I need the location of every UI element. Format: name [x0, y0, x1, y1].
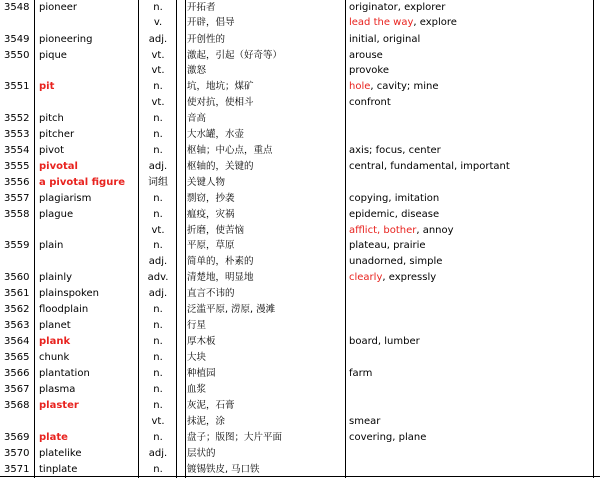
english-synonyms: [349, 350, 599, 366]
synonym-highlighted: lead the way: [349, 16, 414, 28]
english-synonyms: [349, 13, 599, 32]
table-row: [0, 430, 600, 446]
part-of-speech: vt.: [151, 49, 165, 61]
part-of-speech: n.: [153, 464, 163, 475]
headword: plainly: [39, 272, 73, 283]
part-of-speech: n.: [153, 81, 163, 92]
synonym-text: plateau, prairie: [349, 240, 426, 251]
english-synonyms: [349, 270, 599, 286]
entry-number: 3563: [4, 320, 30, 331]
headword: plate: [39, 432, 68, 443]
english-synonyms: [349, 318, 599, 334]
english-synonyms: [349, 175, 599, 191]
english-synonyms: [349, 366, 599, 382]
english-synonyms: [349, 238, 599, 254]
table-row: [0, 318, 600, 334]
part-of-speech: n.: [153, 129, 163, 140]
headword: [39, 254, 139, 270]
table-row: [0, 48, 600, 63]
english-synonyms: [349, 430, 599, 446]
table-row: [0, 191, 600, 207]
headword: planet: [39, 320, 71, 331]
synonym-text: originator, explorer: [349, 2, 446, 13]
entry-number: 3558: [4, 209, 30, 220]
english-synonyms: [349, 191, 599, 207]
headword: platelike: [39, 448, 82, 459]
chinese-definition: 泛滥平原, 涝原, 漫滩: [187, 304, 276, 316]
table-row: [0, 127, 600, 143]
entry-number: 3560: [4, 272, 30, 283]
part-of-speech: vt.: [151, 65, 165, 76]
entry-number: 3557: [4, 193, 30, 204]
headword: pitch: [39, 113, 64, 124]
entry-number: 3565: [4, 352, 30, 363]
chinese-definition: 层状的: [187, 448, 216, 460]
english-synonyms: [349, 286, 599, 302]
column-divider: [345, 0, 346, 478]
column-divider: [176, 0, 177, 478]
entry-number: 3549: [4, 34, 30, 45]
chinese-definition: 镀锡铁皮, 马口铁: [187, 464, 260, 476]
english-synonyms: [349, 223, 599, 238]
headword: plain: [39, 240, 64, 251]
headword: pivotal: [39, 161, 78, 172]
synonym-text: covering, plane: [349, 432, 427, 443]
chinese-definition: 激怒: [187, 65, 207, 77]
table-row: [0, 382, 600, 398]
table-bottom-border: [0, 476, 600, 477]
entry-number: 3559: [4, 240, 30, 251]
table-row: [0, 207, 600, 223]
entry-number: 3562: [4, 304, 30, 315]
part-of-speech: n.: [153, 2, 163, 13]
english-synonyms: [349, 382, 599, 398]
synonym-text: , annoy: [416, 224, 454, 236]
chinese-definition: 种植园: [187, 368, 216, 380]
chinese-definition: 平原，草原: [187, 240, 235, 252]
part-of-speech: adv.: [147, 272, 169, 283]
part-of-speech: n.: [153, 209, 163, 220]
part-of-speech: adj.: [148, 34, 168, 45]
chinese-definition: 开创性的: [187, 34, 226, 46]
headword: pique: [39, 49, 67, 61]
part-of-speech: adj.: [148, 256, 168, 267]
table-row: [0, 446, 600, 462]
part-of-speech: n.: [153, 352, 163, 363]
chinese-definition: 关键人物: [187, 177, 226, 189]
english-synonyms: [349, 446, 599, 462]
table-row: [0, 143, 600, 159]
part-of-speech: 词组: [148, 177, 168, 188]
headword: [39, 95, 139, 111]
chinese-definition: 开拓者: [187, 2, 216, 13]
part-of-speech: n.: [153, 320, 163, 331]
table-row: [0, 63, 600, 79]
headword: floodplain: [39, 304, 89, 315]
table-row: [0, 238, 600, 254]
chinese-definition: 清楚地，明显地: [187, 272, 254, 284]
chinese-definition: 瘟疫，灾祸: [187, 209, 235, 221]
table-row: [0, 95, 600, 111]
english-synonyms: [349, 334, 599, 350]
synonym-text: initial, original: [349, 34, 421, 45]
synonym-text: arouse: [349, 49, 383, 61]
english-synonyms: [349, 127, 599, 143]
chinese-definition: 厚木板: [187, 336, 216, 348]
synonym-text: farm: [349, 368, 373, 379]
english-synonyms: [349, 79, 599, 95]
chinese-definition: 大水罐，水壶: [187, 129, 245, 141]
headword: pitcher: [39, 129, 75, 140]
chinese-definition: 大块: [187, 352, 207, 364]
chinese-definition: 直言不讳的: [187, 288, 235, 300]
english-synonyms: [349, 32, 599, 48]
headword: pit: [39, 81, 55, 92]
entry-number: 3571: [4, 464, 30, 475]
table-row: [0, 302, 600, 318]
column-divider: [593, 0, 594, 478]
table-row: [0, 175, 600, 191]
column-divider: [138, 0, 139, 478]
english-synonyms: [349, 302, 599, 318]
english-synonyms: [349, 143, 599, 159]
entry-number: 3566: [4, 368, 30, 379]
synonym-text: smear: [349, 416, 381, 427]
table-row: [0, 2, 600, 13]
english-synonyms: [349, 48, 599, 63]
synonym-text: , cavity; mine: [370, 81, 439, 92]
synonym-highlighted: afflict, bother: [349, 224, 417, 236]
table-row: [0, 159, 600, 175]
headword: plague: [39, 209, 74, 220]
part-of-speech: adj.: [148, 288, 168, 299]
entry-number: [4, 95, 34, 111]
synonym-text: axis; focus, center: [349, 145, 441, 156]
entry-number: 3570: [4, 448, 30, 459]
entry-number: 3552: [4, 113, 30, 124]
headword: a pivotal figure: [39, 177, 126, 188]
chinese-definition: 使对抗，使相斗: [187, 97, 254, 109]
part-of-speech: n.: [153, 400, 163, 411]
table-row: [0, 334, 600, 350]
synonym-text: copying, imitation: [349, 193, 440, 204]
entry-number: 3569: [4, 432, 30, 443]
synonym-text: unadorned, simple: [349, 256, 443, 267]
english-synonyms: [349, 2, 599, 13]
table-row: [0, 414, 600, 430]
entry-number: 3567: [4, 384, 30, 395]
part-of-speech: n.: [153, 113, 163, 124]
chinese-definition: 剽窃，抄袭: [187, 193, 235, 205]
part-of-speech: n.: [153, 193, 163, 204]
english-synonyms: [349, 159, 599, 175]
chinese-definition: 抹泥，涂: [187, 416, 226, 428]
english-synonyms: [349, 95, 599, 111]
synonym-text: epidemic, disease: [349, 209, 440, 220]
entry-number: 3548: [4, 2, 30, 13]
entry-number: 3554: [4, 145, 30, 156]
headword: [39, 223, 139, 238]
part-of-speech: v.: [153, 16, 163, 28]
headword: pivot: [39, 145, 65, 156]
headword: tinplate: [39, 464, 78, 475]
entry-number: 3550: [4, 49, 30, 61]
synonym-text: , explore: [413, 16, 457, 28]
entry-number: [4, 13, 34, 32]
chinese-definition: 行星: [187, 320, 207, 332]
english-synonyms: [349, 63, 599, 79]
part-of-speech: n.: [153, 145, 163, 156]
part-of-speech: n.: [153, 384, 163, 395]
chinese-definition: 激起，引起（好奇等）: [187, 49, 283, 61]
entry-number: 3551: [4, 81, 30, 92]
headword: plank: [39, 336, 71, 347]
table-row: [0, 223, 600, 238]
english-synonyms: [349, 207, 599, 223]
synonym-text: central, fundamental, important: [349, 161, 510, 172]
english-synonyms: [349, 111, 599, 127]
chinese-definition: 坑，地坑；煤矿: [187, 81, 254, 93]
table-row: [0, 366, 600, 382]
part-of-speech: vt.: [151, 224, 165, 236]
headword: plagiarism: [39, 193, 92, 204]
english-synonyms: [349, 254, 599, 270]
column-divider: [185, 0, 186, 478]
entry-number: 3568: [4, 400, 30, 411]
table-row: [0, 286, 600, 302]
chinese-definition: 音高: [187, 113, 207, 125]
entry-number: 3555: [4, 161, 30, 172]
chinese-definition: 折磨，使苦恼: [187, 224, 245, 236]
table-row: [0, 350, 600, 366]
headword: plainspoken: [39, 288, 99, 299]
part-of-speech: vt.: [151, 416, 165, 427]
table-row: [0, 13, 600, 32]
english-synonyms: [349, 414, 599, 430]
table-row: [0, 398, 600, 414]
entry-number: [4, 414, 34, 430]
entry-number: 3564: [4, 336, 30, 347]
table-row: [0, 111, 600, 127]
english-synonyms: [349, 398, 599, 414]
table-row: [0, 32, 600, 48]
chinese-definition: 灰泥，石膏: [187, 400, 235, 412]
part-of-speech: adj.: [148, 161, 168, 172]
part-of-speech: n.: [153, 304, 163, 315]
part-of-speech: adj.: [148, 448, 168, 459]
headword: plasma: [39, 384, 76, 395]
headword: [39, 13, 139, 32]
part-of-speech: n.: [153, 368, 163, 379]
table-row: [0, 270, 600, 286]
part-of-speech: vt.: [151, 97, 165, 108]
entry-number: 3561: [4, 288, 30, 299]
chinese-definition: 枢轴；中心点，重点: [187, 145, 273, 157]
chinese-definition: 简单的，朴素的: [187, 256, 254, 268]
chinese-definition: 血浆: [187, 384, 207, 396]
chinese-definition: 盘子；版图；大片平面: [187, 432, 283, 444]
headword: plaster: [39, 400, 79, 411]
part-of-speech: n.: [153, 432, 163, 443]
headword: pioneer: [39, 2, 77, 13]
part-of-speech: n.: [153, 240, 163, 251]
entry-number: [4, 63, 34, 79]
synonym-text: provoke: [349, 65, 389, 76]
headword: chunk: [39, 352, 70, 363]
synonym-highlighted: clearly: [349, 272, 383, 283]
headword: plantation: [39, 368, 90, 379]
headword: [39, 63, 139, 79]
synonym-text: board, lumber: [349, 336, 420, 347]
headword: [39, 414, 139, 430]
synonym-text: confront: [349, 97, 391, 108]
column-divider: [34, 0, 35, 478]
entry-number: 3556: [4, 177, 30, 188]
entry-number: [4, 254, 34, 270]
headword: pioneering: [39, 34, 93, 45]
chinese-definition: 开辟，倡导: [187, 16, 235, 28]
synonym-text: , expressly: [382, 272, 437, 283]
synonym-highlighted: hole: [349, 81, 371, 92]
entry-number: [4, 223, 34, 238]
part-of-speech: n.: [153, 336, 163, 347]
table-row: [0, 254, 600, 270]
table-row: [0, 79, 600, 95]
entry-number: 3553: [4, 129, 30, 140]
chinese-definition: 枢轴的，关键的: [187, 161, 254, 173]
